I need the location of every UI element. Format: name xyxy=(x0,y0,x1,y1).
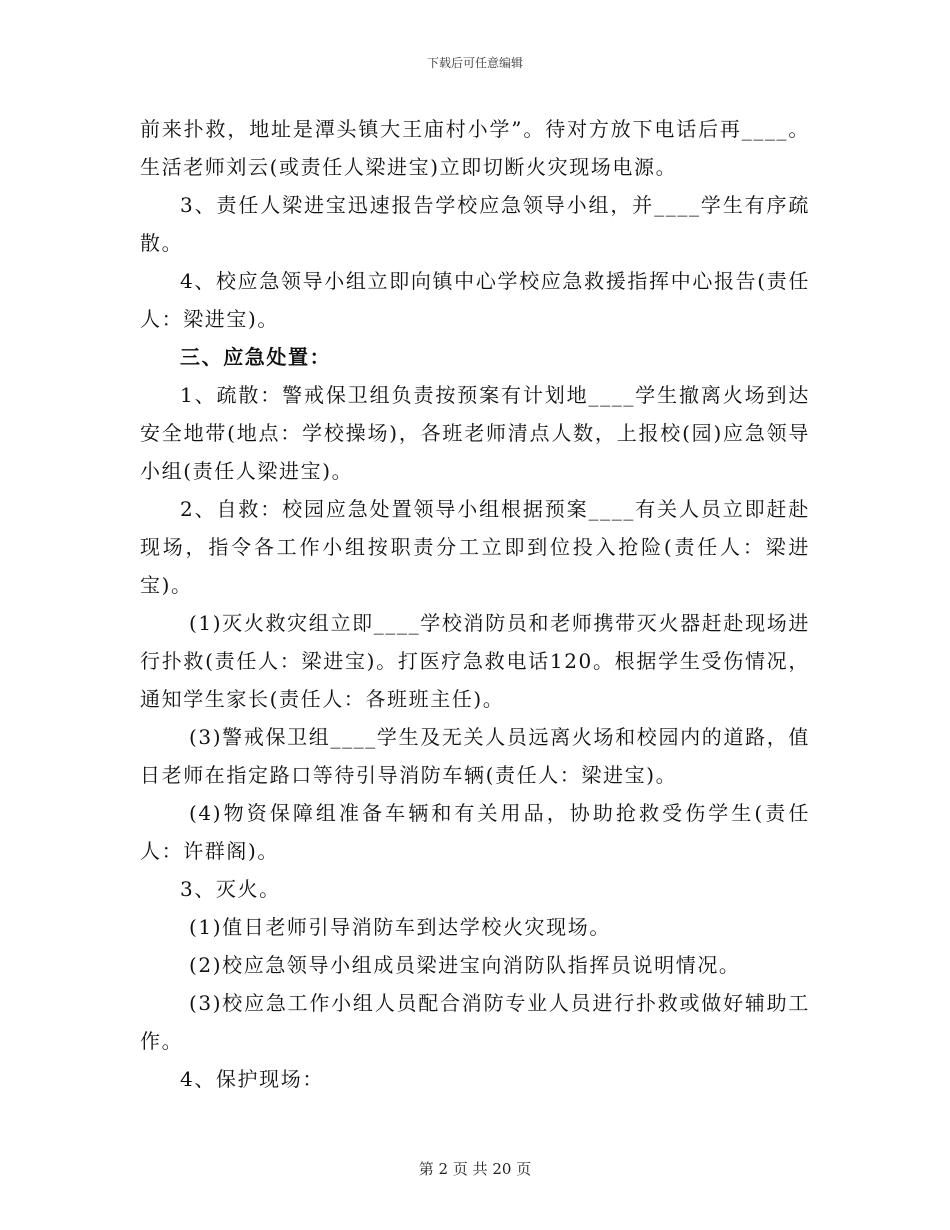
paragraph-item-4-report: 4、校应急领导小组立即向镇中心学校应急救援指挥中心报告(责任人：梁进宝)。 xyxy=(140,269,810,331)
section-heading-emergency-response: 三、应急处置： xyxy=(180,345,332,369)
paragraph-item-1-evacuation: 1、疏散：警戒保卫组负责按预案有计划地____学生撤离火场到达安全地带(地点：学校操场)，各班老师清点人数，上报校(园)应急领导小组(责任人梁进宝)。 xyxy=(140,383,810,483)
paragraph-continuation: 前来扑救，地址是潭头镇大王庙村小学”。待对方放下电话后再____。生活老师刘云(或责任人梁进宝)立即切断火灾现场电源。 xyxy=(140,117,810,179)
paragraph-item-4-protect-scene: 4、保护现场： xyxy=(180,1067,324,1091)
paragraph-subitem-3-security: (3)警戒保卫组____学生及无关人员远离火场和校园内的道路，值日老师在指定路口等待引导消防车辆(责任人：梁进宝)。 xyxy=(140,725,810,787)
paragraph-subitem-1-fire-fighting: (1)灭火救灾组立即____学校消防员和老师携带灭火器赶赴现场进行扑救(责任人：梁进宝)。打医疗急救电话120。根据学生受伤情况，通知学生家长(责任人：各班班主任)。 xyxy=(140,611,810,711)
document-body xyxy=(140,110,810,1098)
paragraph-subitem-4-supplies: (4)物资保障组准备车辆和有关用品，协助抢救受伤学生(责任人：许群阁)。 xyxy=(140,801,810,863)
page-footer: 第 2 页 共 20 页 xyxy=(418,1160,532,1178)
paragraph-item-2-self-rescue: 2、自救：校园应急处置领导小组根据预案____有关人员立即赶赴现场，指令各工作小组按职责分工立即到位投入抢险(责任人：梁进宝)。 xyxy=(140,497,810,597)
paragraph-subitem-1-guide-trucks: (1)值日老师引导消防车到达学校火灾现场。 xyxy=(189,915,611,939)
paragraph-subitem-2-brief-commander: (2)校应急领导小组成员梁进宝向消防队指挥员说明情况。 xyxy=(189,953,741,977)
paragraph-item-3-report: 3、责任人梁进宝迅速报告学校应急领导小组，并____学生有序疏散。 xyxy=(140,193,810,255)
paragraph-item-3-extinguish: 3、灭火。 xyxy=(180,877,281,901)
page-header: 下载后可任意编辑 xyxy=(426,56,523,70)
paragraph-subitem-3-assist: (3)校应急工作小组人员配合消防专业人员进行扑救或做好辅助工作。 xyxy=(140,991,810,1053)
